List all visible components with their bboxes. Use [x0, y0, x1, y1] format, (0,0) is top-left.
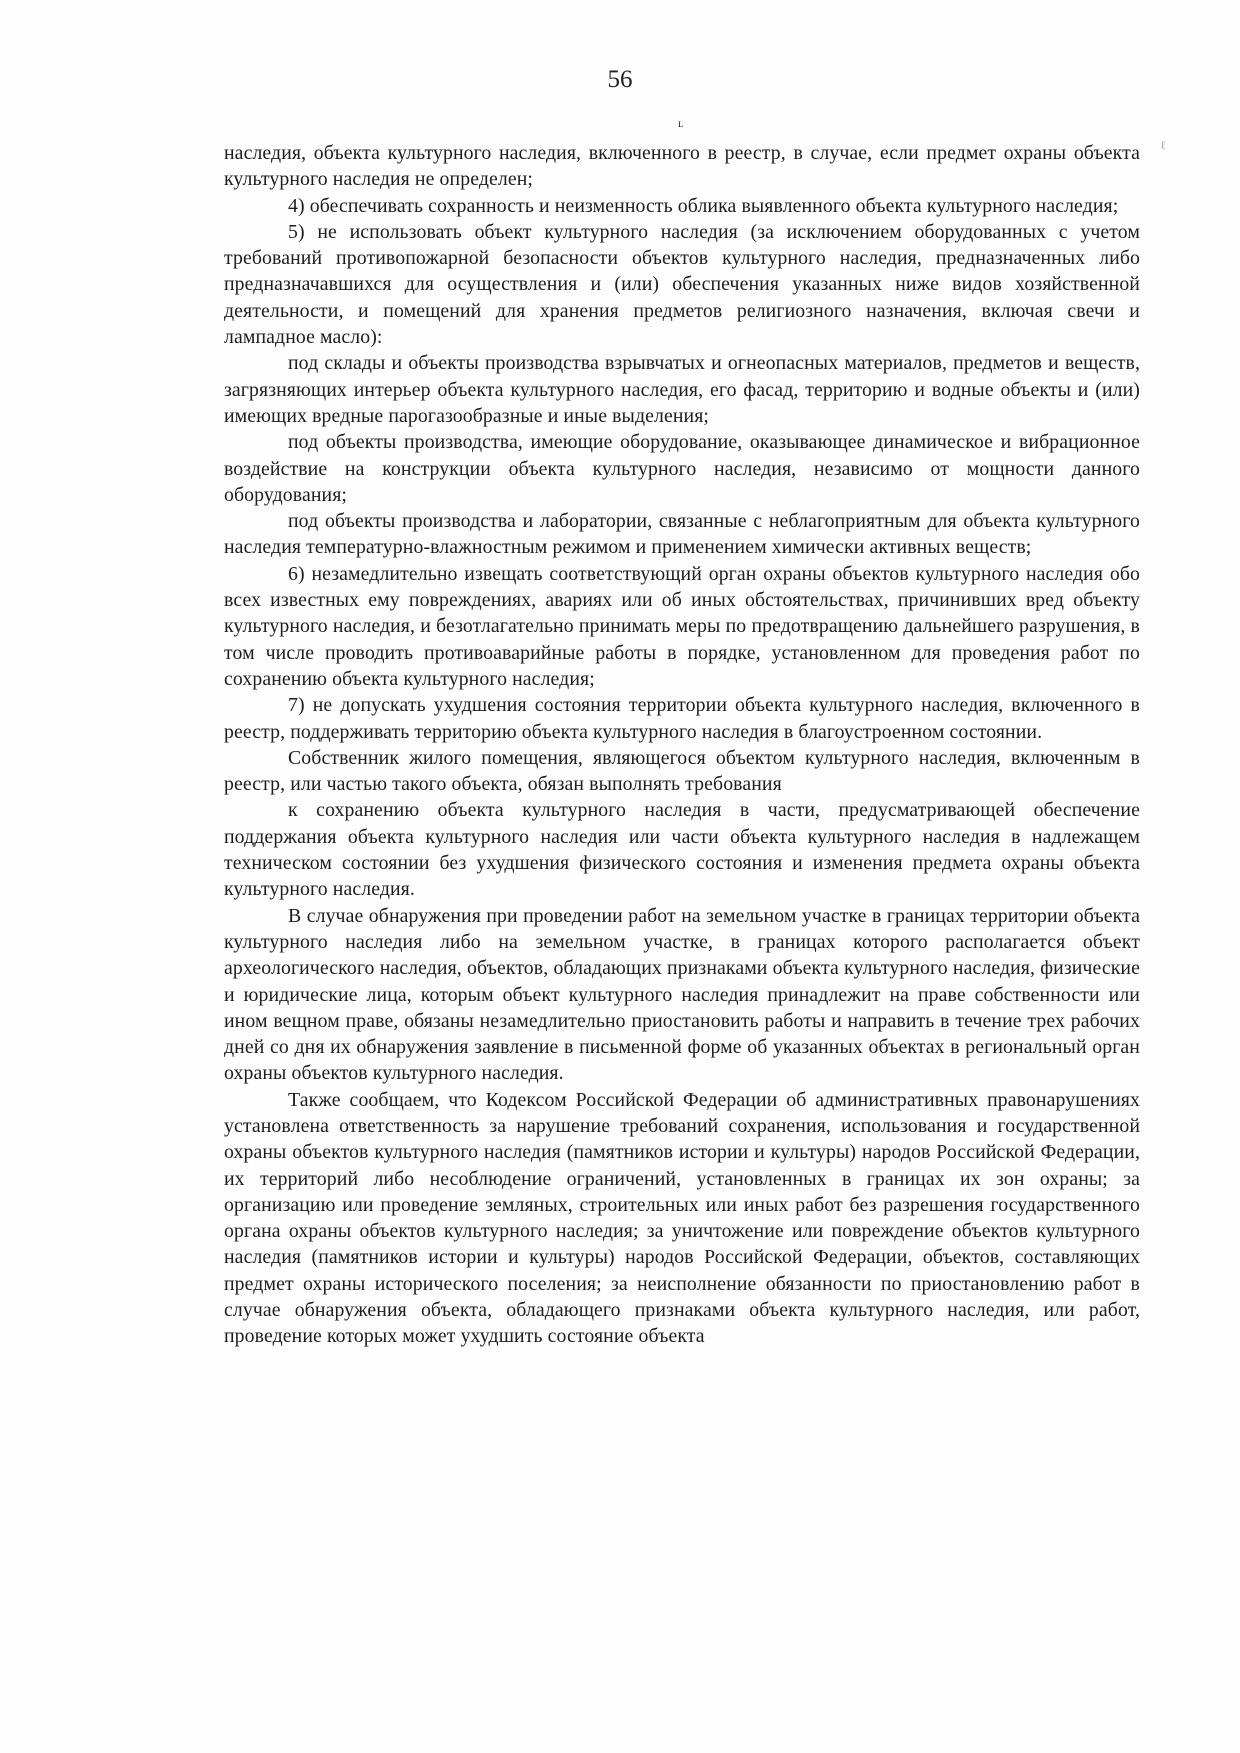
document-body — [224, 140, 1140, 1350]
paragraph-warehouses: под склады и объекты производства взрывчатых и огнеопасных материалов, предметов и веществ, загрязняющих интерьер объекта культурного наследия, его фасад, территорию и водные объекты и (или) имеющих вредные парогазообразные и иные выделения; — [224, 352, 1140, 427]
paragraph-residential-requirements: к сохранению объекта культурного наследия в части, предусматривающей обеспечение поддержания объекта культурного наследия или части объекта культурного наследия в надлежащем техническом состоянии без ухудшения физического состояния и изменения предмета охраны объекта культурного наследия. — [224, 799, 1140, 901]
paragraph-item-5: 5) не использовать объект культурного наследия (за исключением оборудованных с учетом требований противопожарной безопасности объектов культурного наследия, предназначенных либо предназначавшихся для осуществления и (или) обеспечения указанных ниже видов хозяйственной деятельности, и помещений для хранения предметов религиозного назначения, включая свечи и лампадное масло): — [224, 220, 1140, 349]
paragraph-liability: Также сообщаем, что Кодексом Российской Федерации об административных правонарушениях установлена ответственность за нарушение требований сохранения, использования и государственной охраны объектов культурного наследия (памятников истории и культуры) народов Российской Федерации, их территорий либо несоблюдение ограничений, установленных в границах их зон охраны; за организацию или проведение земляных, строительных или иных работ без разрешения государственного органа охраны объектов культурного наследия; за уничтожение или повреждение объектов культурного наследия (памятников истории и культуры) народов Российской Федерации, объектов, составляющих предмет охраны исторического поселения; за неисполнение обязанности по приостановлению работ в случае обнаружения объекта, обладающего признаками объекта культурного наследия, или работ, проведение которых может ухудшить состояние объекта — [224, 1088, 1140, 1348]
paragraph-item-4: 4) обеспечивать сохранность и неизменность облика выявленного объекта культурного наследия; — [288, 194, 1119, 217]
page-number: 56 — [607, 66, 633, 93]
paragraph-production-equipment: под объекты производства, имеющие оборудование, оказывающее динамическое и вибрационное воздействие на конструкции объекта культурного наследия, независимо от мощности данного оборудования; — [224, 431, 1140, 506]
paragraph-continuation: наследия, объекта культурного наследия, включенного в реестр, в случае, если предмет охраны объекта культурного наследия не определен; — [224, 142, 1140, 191]
paragraph-laboratories: под объекты производства и лаборатории, связанные с неблагоприятным для объекта культурного наследия температурно-влажностным режимом и применением химически активных веществ; — [224, 510, 1140, 559]
scan-mark: ʟ — [678, 116, 684, 130]
paragraph-residential-owner: Собственник жилого помещения, являющегося объектом культурного наследия, включенным в реестр, или частью такого объекта, обязан выполнять требования — [224, 746, 1140, 796]
paragraph-item-7: 7) не допускать ухудшения состояния территории объекта культурного наследия, включенного в реестр, поддерживать территорию объекта культурного наследия в благоустроенном состоянии. — [224, 694, 1140, 743]
paragraph-discovery: В случае обнаружения при проведении работ на земельном участке в границах территории объекта культурного наследия либо на земельном участке, в границах которого располагается объект археологического наследия, объектов, обладающих признаками объекта культурного наследия, физические и юридические лица, которым объект культурного наследия принадлежит на праве собственности или ином вещном праве, обязаны незамедлительно приостановить работы и направить в течение трех рабочих дней со дня их обнаружения заявление в письменной форме об указанных объектах в региональный орган охраны объектов культурного наследия. — [224, 904, 1140, 1085]
paragraph-item-6: 6) незамедлительно извещать соответствующий орган охраны объектов культурного наследия обо всех известных ему повреждениях, авариях или об иных обстоятельствах, причинивших вред объекту культурного наследия, и безотлагательно принимать меры по предотвращению дальнейшего разрушения, в том числе проводить противоаварийные работы в порядке, установленном для проведения работ по сохранению объекта культурного наследия; — [224, 562, 1140, 690]
scan-edge-mark: ℓ — [1160, 138, 1166, 152]
